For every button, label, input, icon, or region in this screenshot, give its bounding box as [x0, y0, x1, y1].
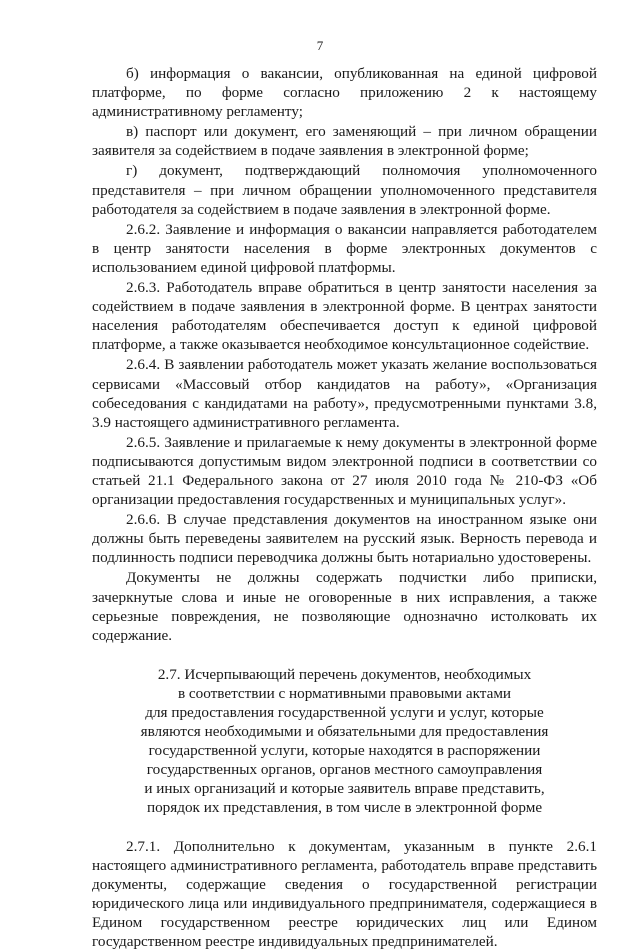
paragraph-item-b: б) информация о вакансии, опубликованная на единой цифровой платформе, по форме согласно приложению 2 к настоящему административному регламенту; — [92, 65, 597, 121]
paragraph-item-g: г) документ, подтверждающий полномочия уполномоченного представителя – при личном обращении уполномоченного представителя работодателя за содействием в подаче заявления в электронной форме. — [92, 162, 597, 218]
section-heading-2-7 — [92, 665, 597, 817]
document-body — [92, 64, 597, 952]
heading-line: 2.7. Исчерпывающий перечень документов, необходимых — [157, 665, 532, 683]
heading-line: государственной услуги, которые находятся в распоряжении — [148, 741, 541, 759]
paragraph-2-6-3: 2.6.3. Работодатель вправе обратиться в центр занятости населения за содействием в подаче заявления в электронной форме. В центрах занятости населения работодателям обеспечивается доступ к единой цифровой платформе, а также оказывается необходимое консультационное содействие. — [92, 279, 597, 354]
page-number: 7 — [316, 38, 324, 53]
paragraph-2-7-1: 2.7.1. Дополнительно к документам, указанным в пункте 2.6.1 настоящего административного регламента, работодатель вправе представить документы, содержащие сведения о государственной регистрации юридического лица или индивидуального предпринимателя, содержащиеся в Едином государственном реестре юридических лиц или Едином государственном реестре индивидуальных предпринимателей. — [92, 837, 597, 951]
heading-line: и иных организаций и которые заявитель вправе представить, — [144, 779, 545, 797]
heading-line: для предоставления государственной услуги и услуг, которые — [145, 703, 544, 721]
paragraph-2-6-5: 2.6.5. Заявление и прилагаемые к нему документы в электронной форме подписываются допустимым видом электронной подписи в соответствии со статьей 21.1 Федерального закона от 27 июля 2010 года № 210-ФЗ «Об организации предоставления государственных и муниципальных услуг». — [92, 433, 597, 509]
paragraph-2-6-4: 2.6.4. В заявлении работодатель может указать желание воспользоваться сервисами «Массовый отбор кандидатов на работу», «Организация собеседования с кандидатами на работу», предусмотренными пунктами 3.8, 3.9 настоящего административного регламента. — [92, 356, 597, 431]
paragraph-2-6-2: 2.6.2. Заявление и информация о вакансии направляется работодателем в центр занятости населения в форме электронных документов с использованием единой цифровой платформы. — [92, 220, 597, 276]
heading-line: в соответствии с нормативными правовыми актами — [177, 684, 512, 702]
paragraph-documents-requirements: Документы не должны содержать подчистки либо приписки, зачеркнутые слова и иные не оговоренные в них исправления, а также серьезные повреждения, не позволяющие однозначно истолковать их содержание. — [92, 569, 597, 644]
paragraph-item-v: в) паспорт или документ, его заменяющий – при личном обращении заявителя за содействием в подаче заявления в электронной форме; — [92, 123, 597, 160]
heading-line: государственных органов, органов местного самоуправления — [146, 760, 543, 778]
heading-line: являются необходимыми и обязательными для предоставления — [140, 722, 549, 740]
heading-line: порядок их представления, в том числе в электронной форме — [146, 798, 543, 816]
paragraph-2-6-6: 2.6.6. В случае представления документов на иностранном языке они должны быть переведены заявителем на русский язык. Верность перевода и подлинность подписи переводчика должны быть нотариально удостоверены. — [92, 511, 597, 567]
